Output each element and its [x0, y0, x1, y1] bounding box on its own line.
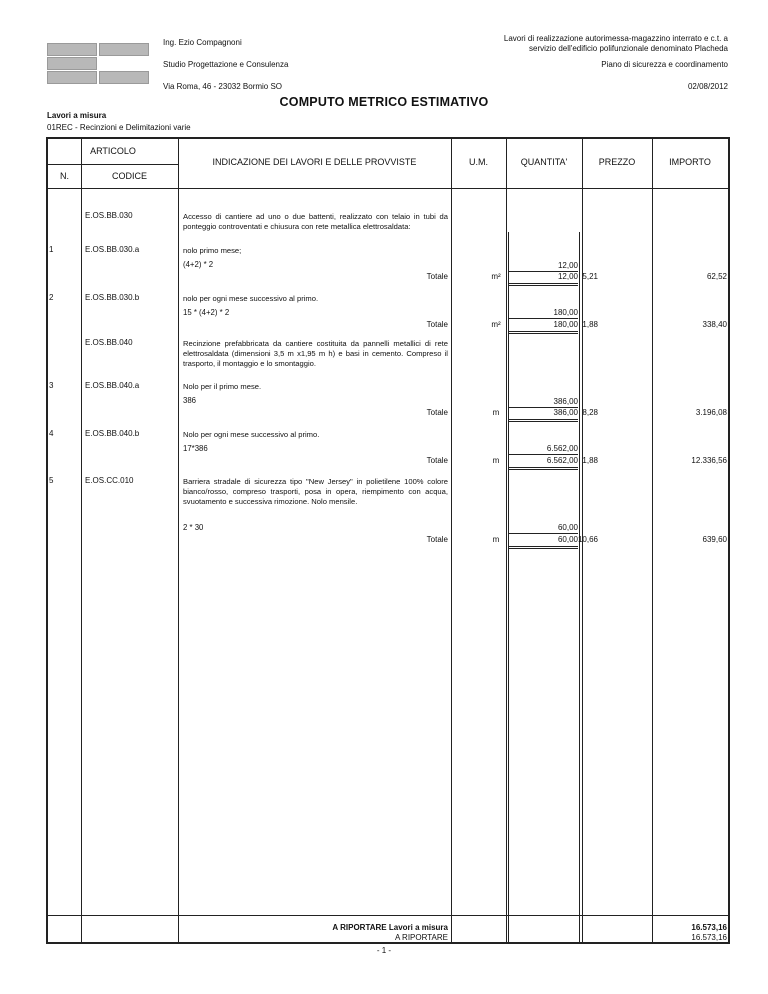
item-partial: 6.562,00 [546, 444, 578, 453]
item-description: nolo primo mese; [183, 246, 242, 255]
page-number: - 1 - [376, 946, 392, 955]
item-formula: (4+2) * 2 [183, 260, 214, 269]
col-n: N. [60, 171, 69, 181]
riportare-total: 16.573,16 [691, 933, 727, 942]
item-number: 2 [49, 293, 54, 302]
riportare-total-bold: 16.573,16 [691, 923, 727, 932]
item-price: 1,88 [582, 456, 598, 465]
item-code: E.OS.CC.010 [85, 476, 134, 485]
col-articolo: ARTICOLO [90, 146, 136, 156]
item-price: 5,21 [582, 272, 598, 281]
item-quantity: 6.562,00 [546, 456, 578, 465]
item-price: 8,28 [582, 408, 598, 417]
item-code: E.OS.BB.040.b [85, 429, 140, 438]
item-total-label: Totale [426, 456, 448, 465]
item-amount: 338,40 [702, 320, 727, 329]
item-partial: 180,00 [553, 308, 578, 317]
item-um: m [492, 408, 500, 417]
quantity-column-box [508, 232, 580, 943]
item-total-label: Totale [426, 272, 448, 281]
item-quantity: 12,00 [557, 272, 578, 281]
item-description: Barriera stradale di sicurezza tipo "New Jersey" in polietilene 100% colore bianco/rosso, compreso trasporti, posa in opera, riempimento con acqua, svuotamento e successiva rimozione. Nolo mensile. [183, 477, 448, 506]
group-code: E.OS.BB.040 [85, 338, 133, 347]
item-partial: 386,00 [553, 397, 578, 406]
item-amount: 3.196,08 [695, 408, 727, 417]
item-quantity: 180,00 [553, 320, 578, 329]
engineer-name: Ing. Ezio Compagnoni [163, 38, 242, 47]
item-description: Nolo per ogni mese successivo al primo. [183, 430, 320, 439]
item-formula: 15 * (4+2) * 2 [183, 308, 230, 317]
col-quantita: QUANTITA' [520, 157, 568, 167]
item-um: m [492, 535, 500, 544]
item-code: E.OS.BB.030.a [85, 245, 140, 254]
item-number: 1 [49, 245, 54, 254]
riportare-label-bold: A RIPORTARE Lavori a misura [332, 923, 448, 932]
item-amount: 12.336,56 [691, 456, 727, 465]
page-title: COMPUTO METRICO ESTIMATIVO [279, 95, 489, 109]
item-um: m² [491, 272, 501, 281]
item-price: 1,88 [582, 320, 598, 329]
item-quantity: 386,00 [553, 408, 578, 417]
item-description: Nolo per il primo mese. [183, 382, 262, 391]
item-number: 5 [49, 476, 54, 485]
studio-name: Studio Progettazione e Consulenza [163, 60, 289, 69]
group-code: E.OS.BB.030 [85, 211, 133, 220]
item-amount: 62,52 [706, 272, 727, 281]
item-partial: 12,00 [557, 261, 578, 270]
item-description: nolo per ogni mese successivo al primo. [183, 294, 319, 303]
riportare-label: A RIPORTARE [394, 933, 448, 942]
item-um: m² [491, 320, 501, 329]
item-partial: 60,00 [557, 523, 578, 532]
item-code: E.OS.BB.030.b [85, 293, 140, 302]
col-prezzo: PREZZO [598, 157, 636, 167]
lavori-label: Lavori a misura [47, 111, 107, 120]
item-number: 4 [49, 429, 54, 438]
item-quantity: 60,00 [557, 535, 578, 544]
col-codice: CODICE [111, 171, 147, 181]
col-um: U.M. [469, 157, 488, 167]
section-label: 01REC - Recinzioni e Delimitazioni varie [47, 123, 191, 132]
item-formula: 2 * 30 [183, 523, 204, 532]
item-total-label: Totale [426, 408, 448, 417]
item-number: 3 [49, 381, 54, 390]
item-formula: 17*386 [183, 444, 208, 453]
project-line-2: servizio dell'edificio polifunzionale denominato Placheda [529, 44, 728, 53]
project-line-1: Lavori di realizzazione autorimessa-magazzino interrato e c.t. a [503, 34, 728, 43]
item-total-label: Totale [426, 320, 448, 329]
item-formula: 386 [183, 396, 197, 405]
item-total-label: Totale [426, 535, 448, 544]
item-um: m [492, 456, 500, 465]
col-importo: IMPORTO [669, 157, 711, 167]
item-code: E.OS.BB.040.a [85, 381, 140, 390]
item-amount: 639,60 [702, 535, 727, 544]
group-description: Accesso di cantiere ad uno o due battenti, realizzato con telaio in tubi da ponteggio controventati e chiusura con rete metallica elettrosaldata: [183, 212, 448, 231]
item-price: 10,66 [577, 535, 598, 544]
col-indicazione: INDICAZIONE DEI LAVORI E DELLE PROVVISTE [212, 157, 417, 167]
document-date: 02/08/2012 [687, 82, 728, 91]
group-description: Recinzione prefabbricata da cantiere costituita da pannelli metallici di rete elettrosaldata (dimensioni 3,5 m x1,95 m h) e basi in cemento. Compreso il trasporto, il montaggio e lo smontaggio. [183, 339, 448, 368]
studio-address: Via Roma, 46 - 23032 Bormio SO [163, 82, 283, 91]
plan-title: Piano di sicurezza e coordinamento [601, 60, 728, 69]
